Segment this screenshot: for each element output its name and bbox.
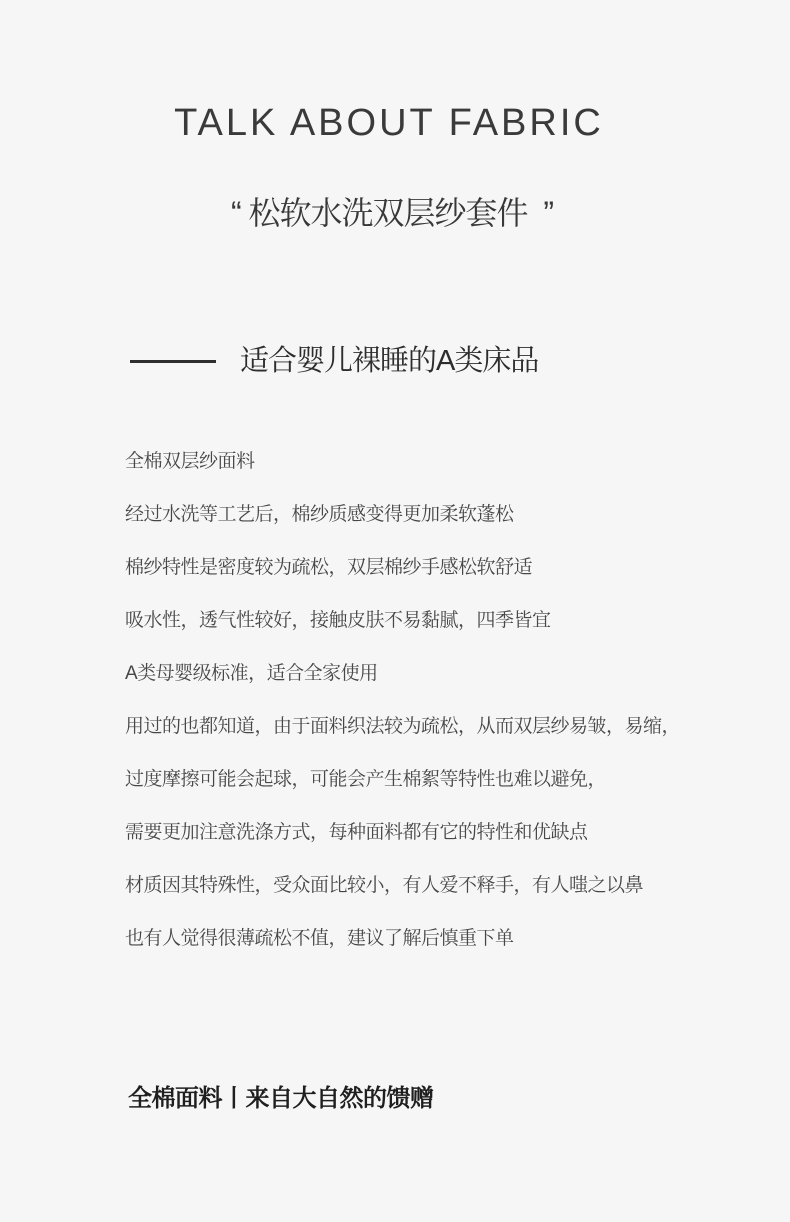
section-heading: 适合婴儿裸睡的A类床品	[240, 345, 539, 377]
description-line: 全棉双层纱面料	[125, 451, 255, 472]
description-line: 吸水性，透气性较好，接触皮肤不易黏腻，四季皆宜	[125, 610, 551, 631]
description-line: 过度摩擦可能会起球，可能会产生棉絮等特性也难以避免，	[125, 769, 607, 790]
description-line: 经过水洗等工艺后，棉纱质感变得更加柔软蓬松	[125, 504, 514, 525]
description-line: A类母婴级标准，适合全家使用	[125, 663, 378, 684]
heading-divider-line	[130, 360, 216, 363]
description-line: 也有人觉得很薄疏松不值，建议了解后慎重下单	[125, 928, 514, 949]
description-line: 用过的也都知道，由于面料织法较为疏松，从而双层纱易皱，易缩，	[125, 716, 681, 737]
footer-highlight-text: 全棉面料丨来自大自然的馈赠	[128, 1085, 434, 1112]
subtitle-quote: “ 松软水洗双层纱套件 ”	[231, 195, 553, 231]
description-line: 棉纱特性是密度较为疏松，双层棉纱手感松软舒适	[125, 557, 533, 578]
description-line: 需要更加注意洗涤方式，每种面料都有它的特性和优缺点	[125, 822, 588, 843]
description-line: 材质因其特殊性，受众面比较小，有人爱不释手，有人嗤之以鼻	[125, 875, 644, 896]
section-heading-row	[130, 344, 538, 378]
fabric-description-paragraphs	[125, 435, 770, 965]
page-title: TALK ABOUT FABRIC	[174, 102, 604, 144]
